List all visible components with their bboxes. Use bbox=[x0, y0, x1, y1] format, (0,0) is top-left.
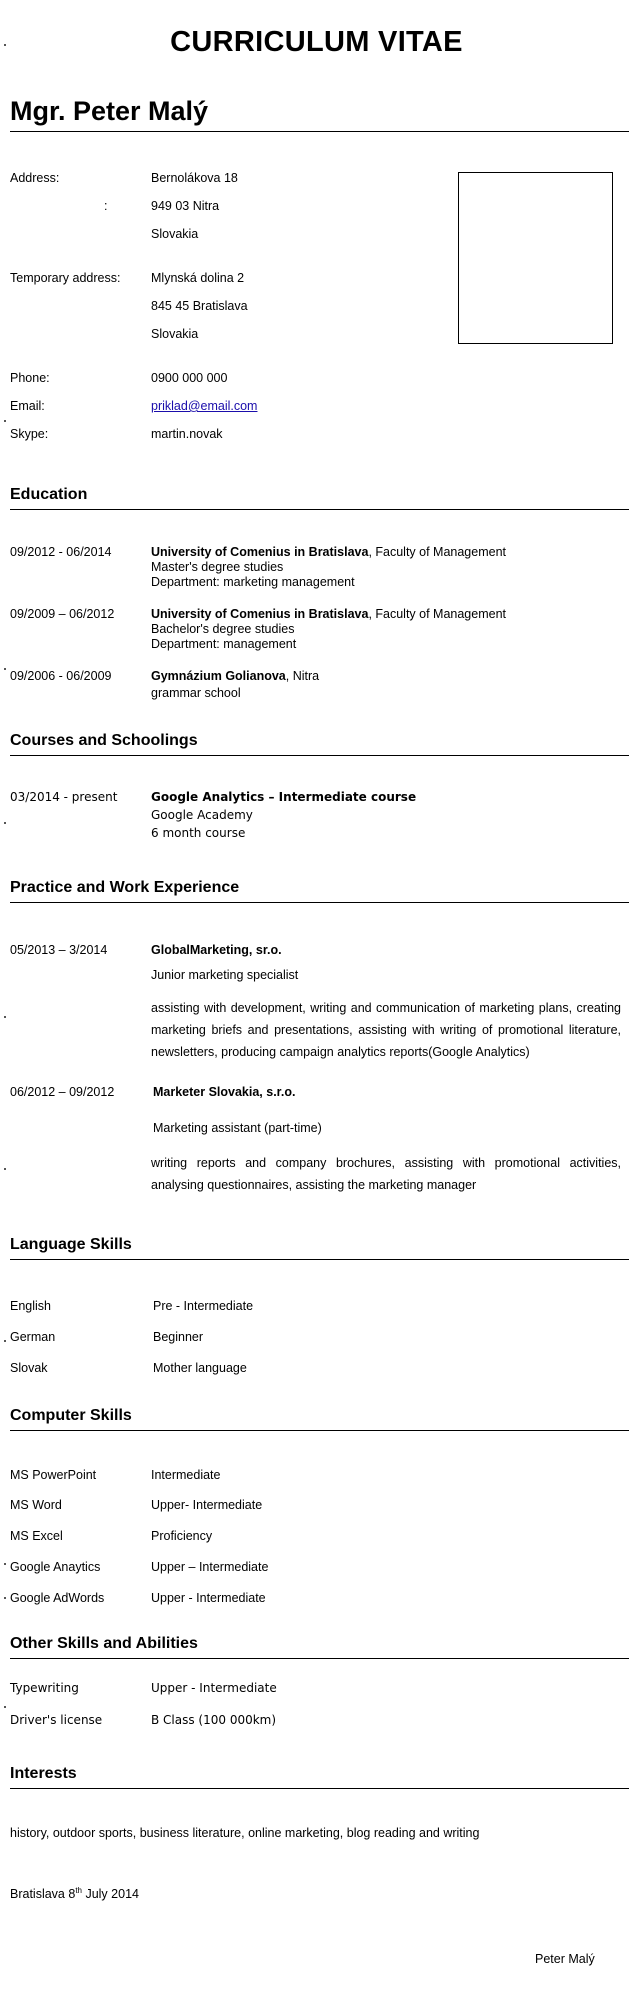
education-2-degree: Bachelor's degree studies bbox=[151, 622, 295, 636]
computer-2-level: Upper- Intermediate bbox=[151, 1498, 263, 1512]
education-3-school: Gymnázium Golianova, Nitra bbox=[151, 669, 320, 683]
course-title: Google Analytics – Intermediate course bbox=[151, 790, 417, 804]
margin-speck bbox=[4, 44, 6, 46]
language-heading: Language Skills bbox=[10, 1236, 132, 1253]
computer-3-level: Proficiency bbox=[151, 1529, 213, 1543]
language-1-name: English bbox=[10, 1299, 51, 1313]
other-2-level: B Class (100 000km) bbox=[151, 1713, 277, 1727]
course-dates: 03/2014 - present bbox=[10, 790, 118, 804]
education-divider bbox=[10, 509, 629, 510]
margin-speck bbox=[4, 1340, 6, 1342]
other-1-name: Typewriting bbox=[10, 1681, 79, 1695]
address-colon: : bbox=[104, 199, 108, 213]
education-3-dates: 09/2006 - 06/2009 bbox=[10, 669, 112, 683]
temporary-address-line-3: Slovakia bbox=[151, 327, 199, 341]
education-3-type: grammar school bbox=[151, 686, 241, 700]
other-skills-divider bbox=[10, 1658, 629, 1659]
computer-1-level: Intermediate bbox=[151, 1468, 221, 1482]
language-1-level: Pre - Intermediate bbox=[153, 1299, 254, 1313]
work-heading: Practice and Work Experience bbox=[10, 879, 240, 896]
signature-name: Peter Malý bbox=[535, 1952, 595, 1966]
education-1-department: Department: marketing management bbox=[151, 575, 355, 589]
language-3-level: Mother language bbox=[153, 1361, 247, 1375]
work-2-description: writing reports and company brochures, assisting with promotional activities, analysing questionnaires, assisting the marketing manager bbox=[151, 1156, 621, 1192]
address-label: Address: bbox=[10, 171, 60, 185]
computer-divider bbox=[10, 1430, 629, 1431]
education-2-department: Department: management bbox=[151, 637, 297, 651]
work-1-role: Junior marketing specialist bbox=[151, 968, 299, 982]
margin-speck bbox=[4, 1563, 6, 1565]
address-line-2: 949 03 Nitra bbox=[151, 199, 220, 213]
courses-heading: Courses and Schoolings bbox=[10, 732, 198, 749]
interests-divider bbox=[10, 1788, 629, 1789]
email-link[interactable]: priklad@email.com bbox=[151, 399, 258, 413]
language-divider bbox=[10, 1259, 629, 1260]
computer-5-name: Google AdWords bbox=[10, 1591, 105, 1605]
temporary-address-label: Temporary address: bbox=[10, 271, 121, 285]
work-2-role: Marketing assistant (part-time) bbox=[153, 1121, 322, 1135]
computer-2-name: MS Word bbox=[10, 1498, 62, 1512]
work-2-dates: 06/2012 – 09/2012 bbox=[10, 1085, 115, 1099]
margin-speck bbox=[4, 822, 6, 824]
phone-label: Phone: bbox=[10, 371, 50, 385]
work-2-company: Marketer Slovakia, s.r.o. bbox=[153, 1085, 296, 1099]
computer-4-name: Google Anaytics bbox=[10, 1560, 101, 1574]
course-duration: 6 month course bbox=[151, 826, 246, 840]
name-divider bbox=[10, 131, 629, 132]
margin-speck bbox=[4, 1597, 6, 1599]
education-2-dates: 09/2009 – 06/2012 bbox=[10, 607, 115, 621]
language-3-name: Slovak bbox=[10, 1361, 48, 1375]
language-2-name: German bbox=[10, 1330, 56, 1344]
education-1-degree: Master's degree studies bbox=[151, 560, 284, 574]
work-divider bbox=[10, 902, 629, 903]
work-1-company: GlobalMarketing, sr.o. bbox=[151, 943, 282, 957]
work-1-description: assisting with development, writing and communication of marketing plans, creating marketing briefs and presentations, assisting with writing of promotional literature, newsletters, producing campaign analytics reports(Google Analytics) bbox=[151, 1001, 621, 1059]
photo-placeholder bbox=[458, 172, 613, 344]
courses-divider bbox=[10, 755, 629, 756]
computer-4-level: Upper – Intermediate bbox=[151, 1560, 269, 1574]
margin-speck bbox=[4, 1706, 6, 1708]
margin-speck bbox=[4, 1168, 6, 1170]
temporary-address-line-1: Mlynská dolina 2 bbox=[151, 271, 245, 285]
skype-label: Skype: bbox=[10, 427, 49, 441]
place-and-date: Bratislava 8th July 2014 bbox=[10, 1886, 139, 1902]
computer-1-name: MS PowerPoint bbox=[10, 1468, 97, 1482]
margin-speck bbox=[4, 1016, 6, 1018]
course-provider: Google Academy bbox=[151, 808, 253, 822]
computer-heading: Computer Skills bbox=[10, 1407, 132, 1424]
interests-text: history, outdoor sports, business literature, online marketing, blog reading and writing bbox=[10, 1826, 480, 1840]
email-label: Email: bbox=[10, 399, 45, 413]
education-1-dates: 09/2012 - 06/2014 bbox=[10, 545, 112, 559]
language-2-level: Beginner bbox=[153, 1330, 204, 1344]
skype-value: martin.novak bbox=[151, 427, 223, 441]
margin-speck bbox=[4, 668, 6, 670]
education-2-school: University of Comenius in Bratislava, Faculty of Management bbox=[151, 607, 507, 621]
other-1-level: Upper - Intermediate bbox=[151, 1681, 277, 1695]
person-name: Mgr. Peter Malý bbox=[10, 96, 209, 126]
work-1-dates: 05/2013 – 3/2014 bbox=[10, 943, 108, 957]
address-line-1: Bernolákova 18 bbox=[151, 171, 238, 185]
other-2-name: Driver's license bbox=[10, 1713, 103, 1727]
computer-5-level: Upper - Intermediate bbox=[151, 1591, 266, 1605]
other-skills-heading: Other Skills and Abilities bbox=[10, 1635, 198, 1652]
phone-value: 0900 000 000 bbox=[151, 371, 228, 385]
document-title: CURRICULUM VITAE bbox=[170, 26, 463, 58]
temporary-address-line-2: 845 45 Bratislava bbox=[151, 299, 248, 313]
education-heading: Education bbox=[10, 486, 88, 503]
margin-speck bbox=[4, 420, 6, 422]
computer-3-name: MS Excel bbox=[10, 1529, 63, 1543]
interests-heading: Interests bbox=[10, 1765, 77, 1782]
education-1-school: University of Comenius in Bratislava, Faculty of Management bbox=[151, 545, 507, 559]
address-line-3: Slovakia bbox=[151, 227, 199, 241]
